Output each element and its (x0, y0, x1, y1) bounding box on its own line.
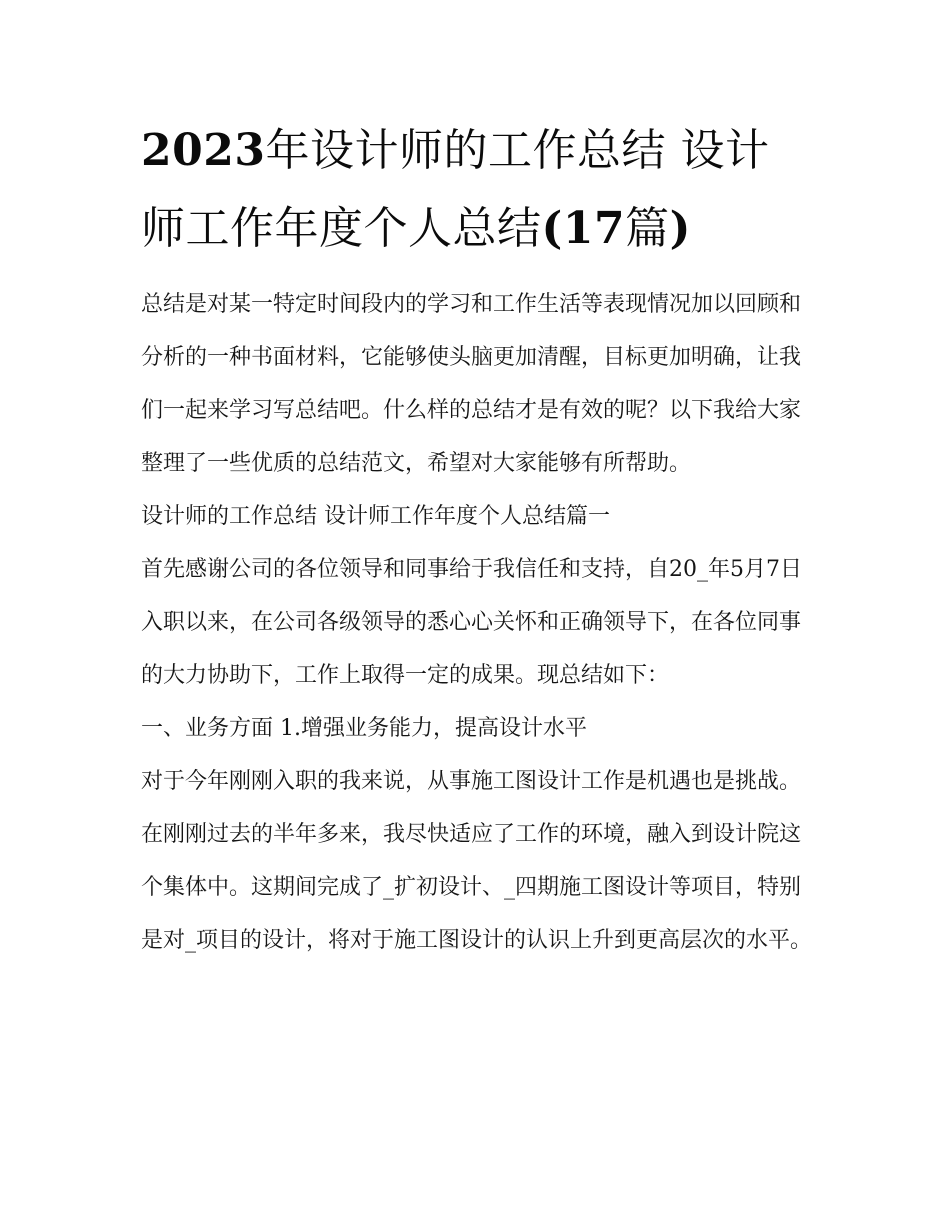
section-heading: 设计师的工作总结 设计师工作年度个人总结篇一 (141, 504, 610, 529)
document-title: 2023年设计师的工作总结 设计师工作年度个人总结(17篇) (141, 125, 770, 254)
subsection-heading: 一、业务方面 1.增强业务能力，提高设计水平 (141, 716, 587, 741)
intro-paragraph: 总结是对某一特定时间段内的学习和工作生活等表现情况加以回顾和分析的一种书面材料，它能够使头脑更加清醒，目标更加明确，让我们一起来学习写总结吧。什么样的总结才是有效的呢？以下我给大家整理了一些优质的总结范文，希望对大家能够有所帮助。 (141, 292, 802, 476)
document-body (141, 112, 813, 967)
body-paragraph: 对于今年刚刚入职的我来说，从事施工图设计工作是机遇也是挑战。在刚刚过去的半年多来，我尽快适应了工作的环境，融入到设计院这个集体中。这期间完成了_扩初设计、_四期施工图设计等项目，特别是对_项目的设计，将对于施工图设计的认识上升到更高层次的水平。 (141, 769, 813, 953)
body-paragraph: 首先感谢公司的各位领导和同事给于我信任和支持，自20_年5月7日入职以来，在公司各级领导的悉心心关怀和正确领导下，在各位同事的大力协助下，工作上取得一定的成果。现总结如下： (141, 557, 802, 688)
